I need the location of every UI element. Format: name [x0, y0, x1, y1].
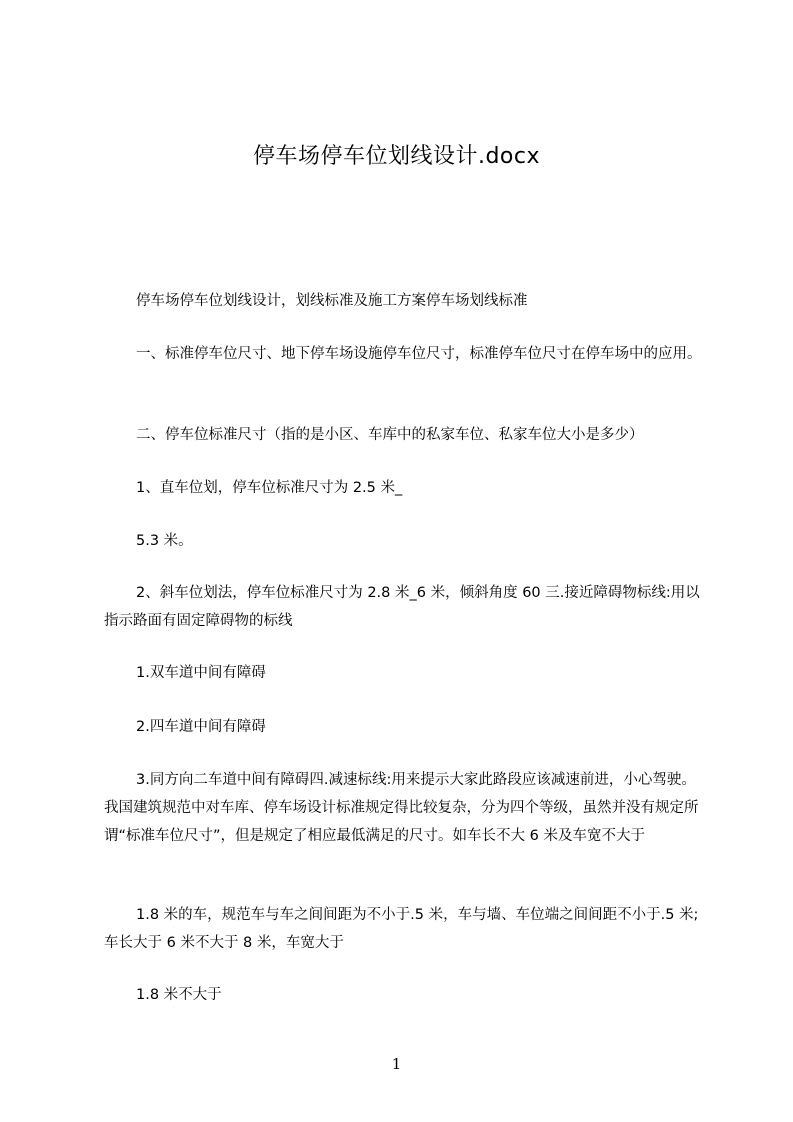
paragraph-3: 二、停车位标准尺寸（指的是小区、车库中的私家车位、私家车位大小是多少）: [136, 427, 644, 443]
paragraph-8: 2.四车道中间有障碍: [136, 719, 266, 735]
paragraph-6: 2、斜车位划法，停车位标准尺寸为 2.8 米_6 米，倾斜角度 60 三.接近障碍物标线:用以指示路面有固定障碍物的标线: [104, 585, 700, 629]
paragraph-11: 1.8 米不大于: [136, 987, 222, 1003]
page-number: 1: [391, 1055, 402, 1073]
paragraph-4: 1、直车位划，停车位标准尺寸为 2.5 米_: [136, 480, 403, 496]
paragraph-5: 5.3 米。: [136, 533, 193, 549]
paragraph-9: 3.同方向二车道中间有障碍四.减速标线:用来提示大家此路段应该减速前进，小心驾驶。我国建筑规范中对车库、停车场设计标准规定得比较复杂，分为四个等级，虽然并没有规定所谓“标准车位尺寸”，但是规定了相应最低满足的尺寸。如车长不大 6 米及车宽不大于: [104, 772, 699, 844]
paragraph-7: 1.双车道中间有障碍: [136, 665, 266, 681]
paragraph-2: 一、标准停车位尺寸、地下停车场设施停车位尺寸，标准停车位尺寸在停车场中的应用。: [136, 346, 702, 362]
document-title: 停车场停车位划线设计.docx: [252, 144, 541, 169]
paragraph-10: 1.8 米的车，规范车与车之间间距为不小于.5 米，车与墙、车位端之间间距不小于.5 米;车长大于 6 米不大于 8 米，车宽大于: [104, 907, 699, 951]
paragraph-1: 停车场停车位划线设计，划线标准及施工方案停车场划线标准: [136, 293, 528, 309]
